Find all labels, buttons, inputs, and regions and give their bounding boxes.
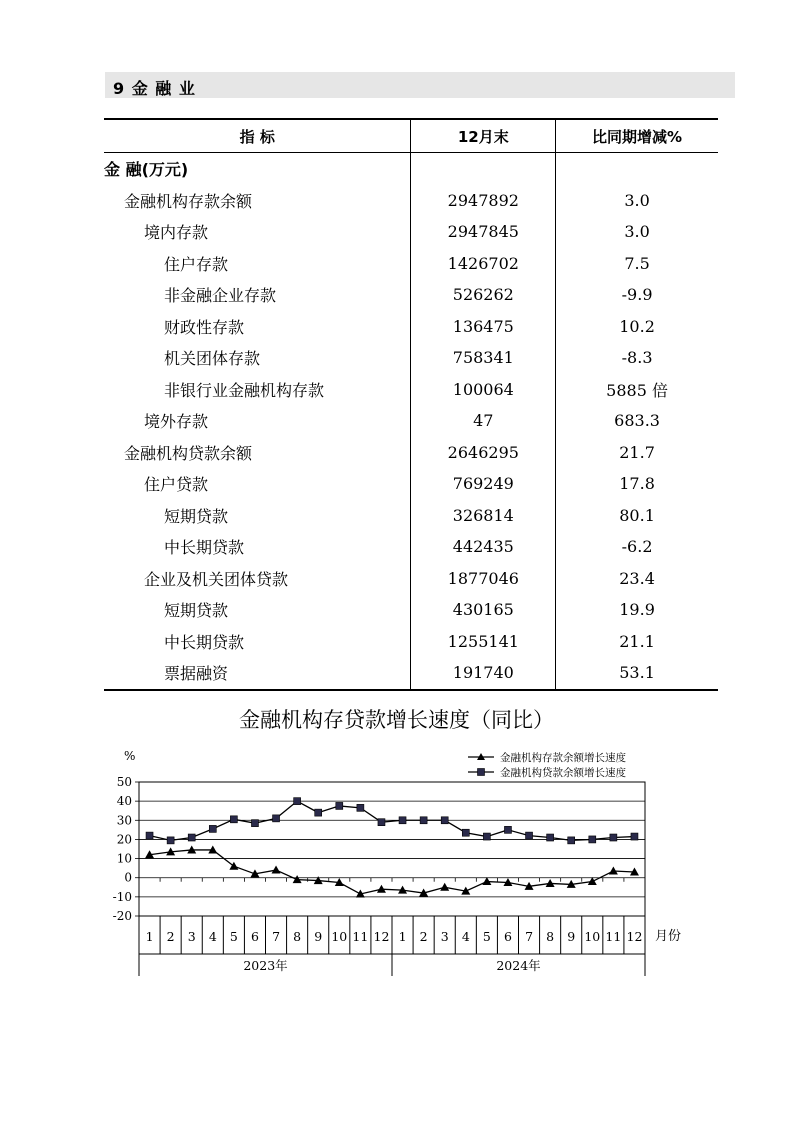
x-tick-label: 9	[567, 929, 576, 944]
legend-label: 金融机构存款余额增长速度	[500, 752, 626, 764]
row-label: 金融机构存款余额	[124, 191, 253, 211]
row-label: 中长期贷款	[164, 632, 245, 652]
deposit-point	[229, 862, 238, 870]
row-label: 住户存款	[164, 254, 229, 274]
loan-point	[610, 834, 617, 841]
row-value: 326814	[411, 500, 556, 532]
x-tick-label: 2	[419, 929, 428, 944]
row-change: 21.1	[556, 626, 718, 658]
loan-point	[315, 809, 322, 816]
row-change: 10.2	[556, 311, 718, 343]
section-title: 9 金 融 业	[113, 79, 196, 98]
loan-point	[526, 832, 533, 839]
table-row	[104, 437, 718, 469]
x-tick-label: 10	[331, 929, 348, 944]
table-body	[104, 153, 718, 690]
finance-table-wrapper	[104, 118, 718, 691]
loan-point	[188, 834, 195, 841]
y-tick-label: 10	[116, 851, 132, 866]
section-header	[105, 72, 735, 98]
loan-point	[336, 802, 343, 809]
loan-point	[483, 833, 490, 840]
loan-point	[230, 816, 237, 823]
row-change: -6.2	[556, 531, 718, 563]
row-value: 769249	[411, 468, 556, 500]
year-group-label: 2023年	[243, 958, 288, 973]
x-tick-label: 1	[398, 929, 407, 944]
table-row	[104, 468, 718, 500]
row-value: 2646295	[411, 437, 556, 469]
table-row	[104, 279, 718, 311]
table-row	[104, 626, 718, 658]
table-row	[104, 311, 718, 343]
table-row	[104, 594, 718, 626]
row-change: 21.7	[556, 437, 718, 469]
table-row	[104, 216, 718, 248]
row-label: 住户贷款	[144, 475, 209, 495]
x-tick-label: 7	[272, 929, 281, 944]
table-row	[104, 374, 718, 406]
row-value: 430165	[411, 594, 556, 626]
row-label: 非银行业金融机构存款	[164, 380, 325, 400]
loan-point	[462, 829, 469, 836]
loan-point	[294, 798, 301, 805]
table-row	[104, 563, 718, 595]
row-label: 财政性存款	[164, 317, 245, 337]
row-label: 金 融(万元)	[104, 160, 189, 180]
x-tick-label: 6	[250, 929, 259, 944]
plot-frame	[139, 782, 645, 916]
row-value: 100064	[411, 374, 556, 406]
table-row	[104, 185, 718, 217]
series-line-square	[150, 801, 635, 840]
row-value: 2947892	[411, 185, 556, 217]
row-change: 80.1	[556, 500, 718, 532]
loan-point	[441, 817, 448, 824]
row-label: 金融机构贷款余额	[124, 443, 253, 463]
row-value: 1877046	[411, 563, 556, 595]
row-label: 短期贷款	[164, 601, 229, 621]
series-line-triangle	[150, 850, 635, 894]
loan-point	[504, 826, 511, 833]
loan-point	[357, 804, 364, 811]
legend-label: 金融机构贷款余额增长速度	[500, 767, 626, 779]
chart-title: 金融机构存贷款增长速度（同比）	[239, 708, 554, 732]
row-label: 企业及机关团体贷款	[144, 569, 289, 589]
row-change: -8.3	[556, 342, 718, 374]
loan-point	[589, 836, 596, 843]
x-tick-label: 4	[461, 929, 470, 944]
table-row	[104, 248, 718, 280]
header-yoy-change: 比同期增减%	[556, 119, 718, 153]
y-tick-label: 50	[116, 775, 132, 789]
row-value: 526262	[411, 279, 556, 311]
loan-point	[209, 825, 216, 832]
row-value	[411, 153, 556, 185]
x-tick-label: 2	[166, 929, 175, 944]
finance-table	[104, 118, 718, 691]
row-label: 境内存款	[144, 223, 209, 243]
x-tick-label: 3	[187, 929, 196, 944]
row-label: 短期贷款	[164, 506, 229, 526]
row-change: 19.9	[556, 594, 718, 626]
loan-point	[631, 833, 638, 840]
x-tick-label: 10	[584, 929, 601, 944]
x-tick-label: 11	[352, 929, 369, 944]
growth-line-chart	[0, 740, 793, 980]
x-tick-label: 3	[440, 929, 449, 944]
loan-point	[273, 815, 280, 822]
row-label: 票据融资	[104, 657, 411, 690]
row-change: 23.4	[556, 563, 718, 595]
loan-point	[399, 817, 406, 824]
header-indicator: 指 标	[104, 119, 411, 153]
y-tick-label: 0	[124, 870, 132, 885]
x-axis-label: 月份	[655, 929, 682, 944]
x-tick-label: 9	[314, 929, 323, 944]
table-row	[104, 405, 718, 437]
y-tick-label: -20	[112, 909, 132, 923]
row-change: 5885 倍	[556, 374, 718, 406]
x-tick-label: 11	[605, 929, 622, 944]
x-tick-label: 1	[145, 929, 154, 944]
row-change: -9.9	[556, 279, 718, 311]
loan-point	[568, 837, 575, 844]
y-tick-label: 40	[116, 794, 132, 809]
x-tick-label: 5	[229, 929, 238, 944]
loan-point	[167, 837, 174, 844]
deposit-point	[272, 866, 281, 874]
header-december-end: 12月末	[411, 119, 556, 153]
x-tick-label: 7	[525, 929, 534, 944]
row-change: 3.0	[556, 185, 718, 217]
row-change: 3.0	[556, 216, 718, 248]
table-row	[104, 657, 718, 690]
row-change: 17.8	[556, 468, 718, 500]
table-row	[104, 500, 718, 532]
deposit-point	[588, 877, 597, 885]
row-value: 47	[411, 405, 556, 437]
legend-square-marker	[478, 769, 485, 776]
row-label: 中长期贷款	[164, 538, 245, 558]
loan-point	[547, 834, 554, 841]
y-tick-label: 30	[116, 813, 132, 828]
x-tick-label: 8	[293, 929, 302, 944]
loan-point	[146, 832, 153, 839]
loan-point	[251, 820, 258, 827]
y-axis-unit: %	[124, 749, 136, 763]
row-change: 7.5	[556, 248, 718, 280]
row-value: 758341	[411, 342, 556, 374]
row-value: 136475	[411, 311, 556, 343]
row-value: 191740	[411, 657, 556, 690]
year-group-label: 2024年	[496, 958, 541, 973]
row-value: 1255141	[411, 626, 556, 658]
deposit-point	[440, 883, 449, 891]
row-value: 2947845	[411, 216, 556, 248]
table-row	[104, 153, 718, 185]
x-tick-label: 8	[546, 929, 555, 944]
table-row	[104, 342, 718, 374]
row-label: 机关团体存款	[164, 349, 261, 369]
y-tick-label: -10	[112, 889, 132, 904]
row-change	[556, 153, 718, 185]
loan-point	[378, 819, 385, 826]
row-label: 境外存款	[144, 412, 209, 432]
x-tick-label: 12	[373, 929, 390, 944]
x-tick-label: 5	[482, 929, 491, 944]
loan-point	[420, 817, 427, 824]
y-tick-label: 20	[116, 832, 132, 847]
row-label: 非金融企业存款	[164, 286, 277, 306]
x-tick-label: 12	[626, 929, 643, 944]
x-tick-label: 6	[503, 929, 512, 944]
row-value: 1426702	[411, 248, 556, 280]
table-row	[104, 531, 718, 563]
table-header-row	[104, 119, 718, 153]
x-tick-label: 4	[208, 929, 217, 944]
row-change: 683.3	[556, 405, 718, 437]
row-change: 53.1	[556, 657, 718, 690]
row-value: 442435	[411, 531, 556, 563]
